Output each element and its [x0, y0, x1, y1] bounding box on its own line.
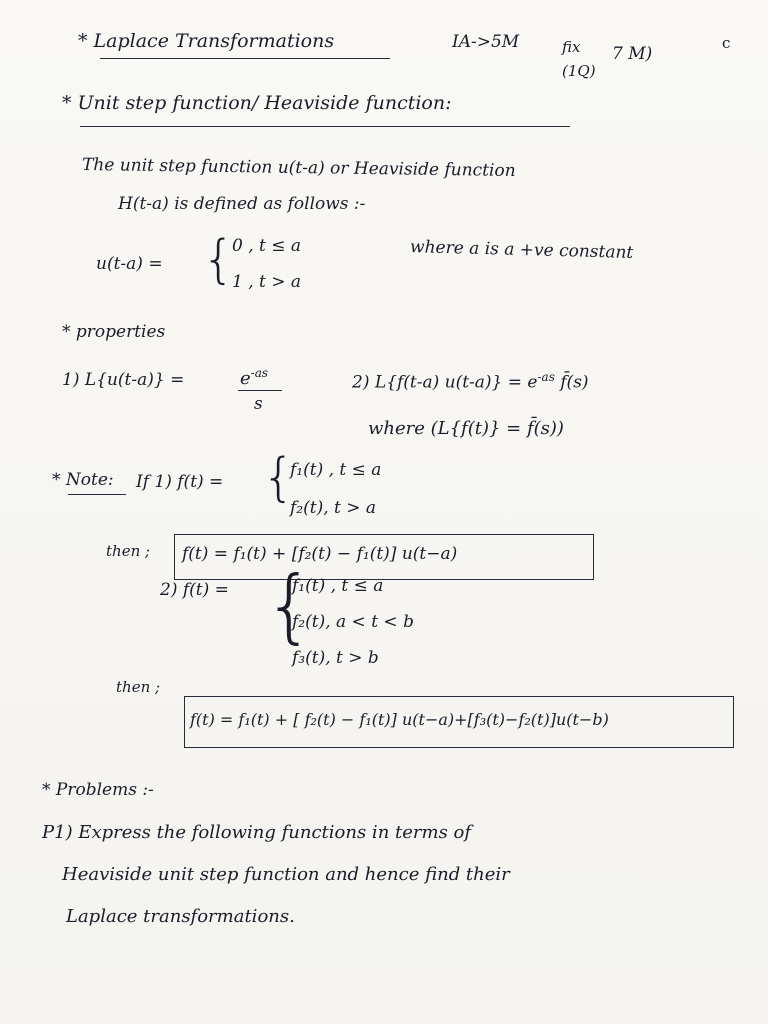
note-case-2-2: f₂(t), a < t < b: [292, 612, 414, 632]
note-lead-2: 2) f(t) =: [160, 580, 229, 600]
definition-line-2: H(t-a) is defined as follows :-: [118, 194, 366, 214]
fix-marks: 7 M): [612, 44, 653, 64]
property-1-lhs: 1) L{u(t-a)} =: [62, 370, 185, 390]
title-underline: [100, 58, 390, 59]
problem-1-line-2: Heaviside unit step function and hence find their: [62, 864, 510, 885]
fix-question: (1Q): [562, 62, 596, 80]
section-heading: * Unit step function/ Heaviside function:: [62, 92, 452, 114]
u-lhs: u(t-a) =: [96, 254, 163, 274]
marks-label: IA->5M: [452, 32, 520, 52]
note-brace-2: {: [264, 559, 315, 652]
note-label: * Note:: [52, 470, 114, 490]
problems-heading: * Problems :-: [42, 780, 154, 800]
result-1: f(t) = f₁(t) + [f₂(t) − f₁(t)] u(t−a): [182, 544, 458, 564]
case-zero: 0 , t ≤ a: [232, 236, 302, 256]
note-case-1: f₁(t) , t ≤ a: [290, 460, 382, 480]
note-lead-1: If 1) f(t) =: [136, 472, 224, 492]
then-label-2: then ;: [116, 678, 161, 696]
constant-note: where a is a +ve constant: [409, 237, 634, 263]
note-brace-1: {: [262, 448, 296, 508]
corner-mark: c: [722, 34, 731, 52]
note-case-2: f₂(t), t > a: [290, 498, 377, 518]
note-underline: [68, 494, 126, 495]
property-1-numerator: $e^{-as}$: [240, 366, 269, 389]
property-2-where: where (L{f(t)} = f̄(s)): [368, 418, 564, 439]
problem-1-line-1: P1) Express the following functions in terms of: [42, 822, 472, 843]
property-1-denominator: s: [254, 394, 263, 414]
fix-label: fix: [562, 38, 581, 56]
note-case-2-1: f₁(t) , t ≤ a: [292, 576, 384, 596]
fraction-bar: [238, 390, 282, 391]
definition-line-1: The unit step function u(t-a) or Heaviside function: [81, 154, 516, 182]
page-title: * Laplace Transformations: [78, 30, 335, 52]
property-2: 2) L{f(t-a) $u(t-a)\} = e^{-as}$ f̄(s): [352, 370, 589, 393]
case-one: 1 , t > a: [232, 272, 302, 292]
properties-heading: * properties: [62, 322, 166, 342]
problem-1-line-3: Laplace transformations.: [66, 906, 295, 927]
then-label-1: then ;: [106, 542, 151, 560]
curly-brace: {: [202, 230, 236, 290]
section-underline: [80, 126, 570, 127]
result-2: f(t) = f₁(t) + [ f₂(t) − f₁(t)] u(t−a)+[f₃(t)−f₂(t)]u(t−b): [190, 710, 609, 729]
note-case-2-3: f₃(t), t > b: [292, 648, 379, 668]
